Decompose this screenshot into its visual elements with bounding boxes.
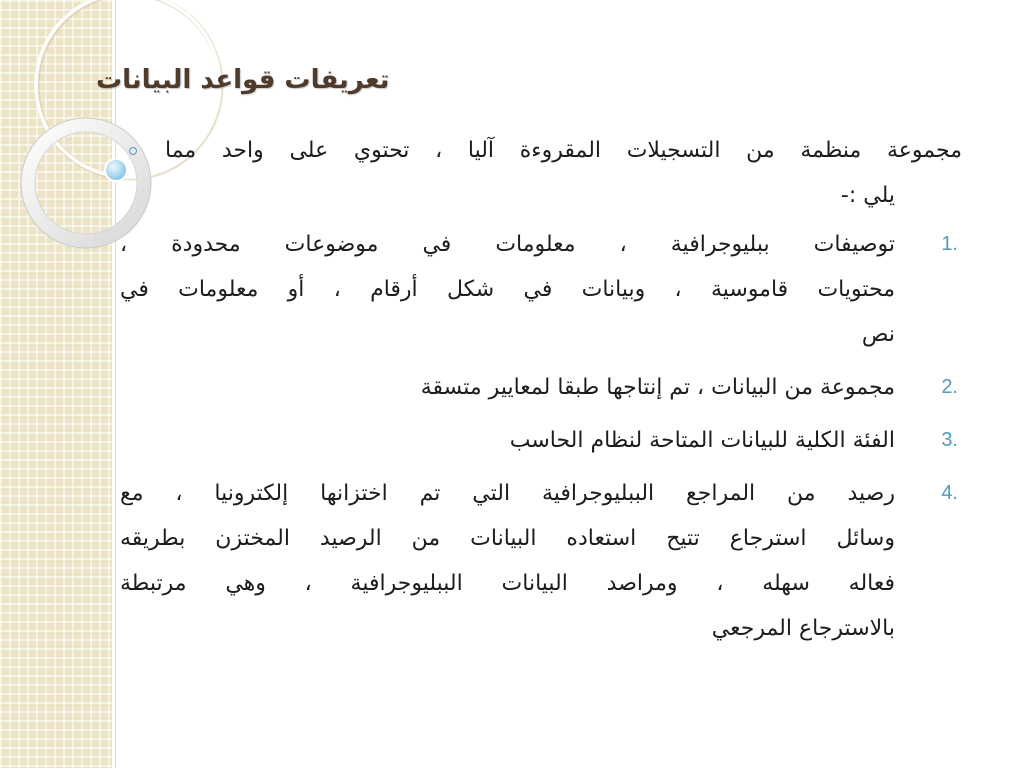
intro-line: مجموعة منظمة من التسجيلات المقروءة آليا ، تحتوي على واحد مما xyxy=(165,138,962,163)
intro-line: يلي :- xyxy=(840,183,895,208)
numbered-list xyxy=(120,222,962,659)
list-item xyxy=(120,471,962,651)
hollow-circle-bullet-icon xyxy=(129,147,137,155)
list-item-line: توصيفات ببليوجرافية ، معلومات في موضوعات محدودة ، xyxy=(120,232,895,257)
list-item-line: فعاله سهله ، ومراصد البيانات الببليوجرافية ، وهي مرتبطة xyxy=(120,571,895,596)
list-item xyxy=(120,222,962,357)
list-number: 3. xyxy=(941,429,958,451)
list-item xyxy=(120,418,962,463)
list-item-line: محتويات قاموسية ، وبيانات في شكل أرقام ، أو معلومات في xyxy=(120,277,895,302)
intro-paragraph xyxy=(165,128,962,218)
list-number: 2. xyxy=(941,376,958,398)
blue-bubble-icon xyxy=(105,159,127,181)
list-item-line: رصيد من المراجع الببليوجرافية التي تم اختزانها إلكترونيا ، مع xyxy=(120,481,895,506)
list-item-line: وسائل استرجاع تتيح استعاده البيانات من الرصيد المختزن بطريقه xyxy=(120,526,895,551)
list-item-line: الفئة الكلية للبيانات المتاحة لنظام الحاسب xyxy=(509,428,895,453)
slide-title: تعريفات قواعد البيانات xyxy=(96,65,390,95)
list-item-line: مجموعة من البيانات ، تم إنتاجها طبقا لمعايير متسقة xyxy=(420,375,895,400)
list-number: 1. xyxy=(941,233,958,255)
list-item xyxy=(120,365,962,410)
list-number: 4. xyxy=(941,482,958,504)
list-item-line: بالاسترجاع المرجعي xyxy=(711,616,895,641)
list-item-line: نص xyxy=(861,322,895,347)
